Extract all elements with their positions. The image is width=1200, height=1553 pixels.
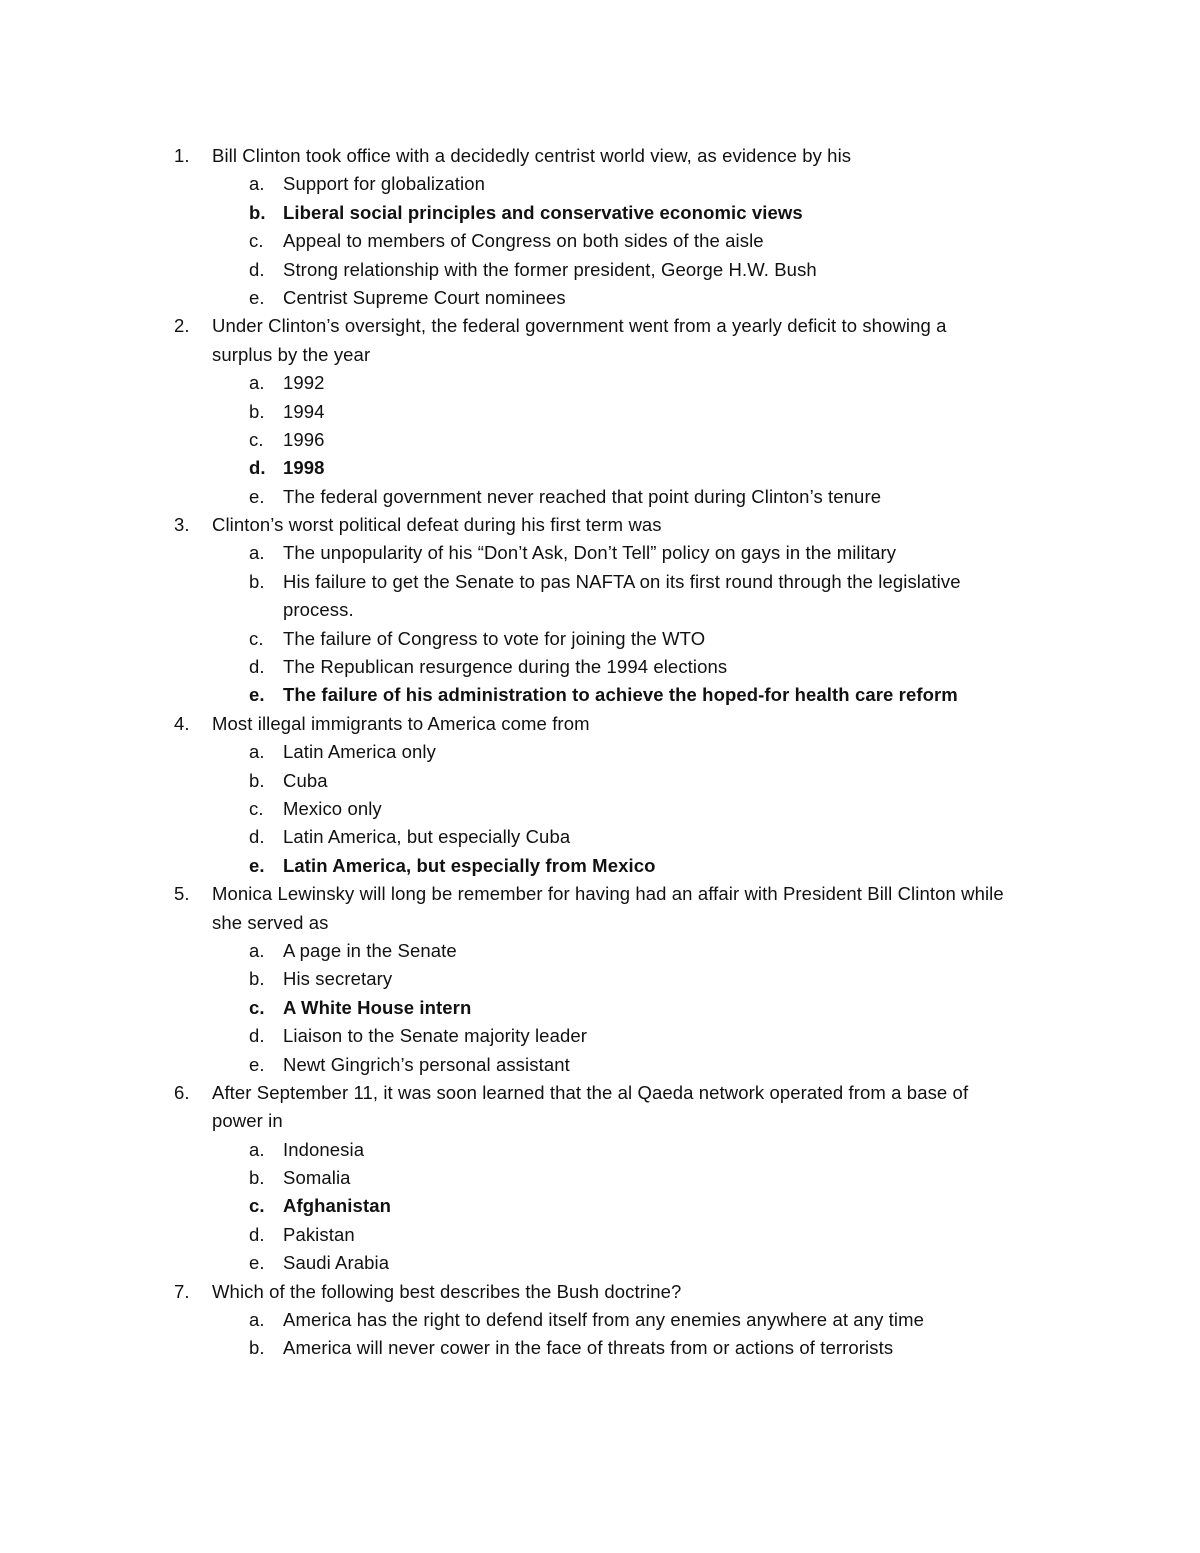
- option-text: Liberal social principles and conservative economic views: [283, 201, 803, 223]
- answer-option: [0, 426, 1200, 454]
- option-letter: a.: [249, 542, 265, 564]
- answer-option-correct: [0, 852, 1200, 880]
- question-number: 1.: [174, 145, 190, 166]
- option-letter: c.: [249, 428, 264, 450]
- option-letter: e.: [249, 854, 265, 876]
- answer-option: [0, 369, 1200, 397]
- question-text: Clinton’s worst political defeat during his first term was: [212, 514, 662, 536]
- question-line: [0, 1278, 1200, 1306]
- option-letter: a.: [249, 939, 265, 961]
- option-text: The unpopularity of his “Don’t Ask, Don’t Tell” policy on gays in the military: [283, 542, 897, 564]
- option-text: America has the right to defend itself from any enemies anywhere at any time: [283, 1309, 925, 1331]
- answer-option: [0, 483, 1200, 511]
- option-letter: a.: [249, 1138, 265, 1160]
- answer-option: [0, 1249, 1200, 1277]
- answer-option: [0, 1164, 1200, 1192]
- option-text: Latin America only: [283, 741, 436, 763]
- question-item: [0, 142, 1200, 312]
- option-text: His secretary: [283, 968, 393, 990]
- question-text: Under Clinton’s oversight, the federal government went from a yearly deficit to showing a: [212, 315, 947, 337]
- question-text: Most illegal immigrants to America come from: [212, 712, 590, 734]
- question-text: she served as: [212, 911, 329, 933]
- option-letter: d.: [249, 656, 265, 678]
- option-letter: e.: [249, 485, 265, 507]
- answer-option: [0, 568, 1200, 596]
- question-line: [0, 511, 1200, 539]
- option-text: Strong relationship with the former president, George H.W. Bush: [283, 258, 817, 280]
- option-letter: a.: [249, 372, 265, 394]
- answer-option: [0, 965, 1200, 993]
- question-text: Bill Clinton took office with a decidedly centrist world view, as evidence by his: [212, 145, 852, 166]
- answer-option: [0, 738, 1200, 766]
- answer-option: [0, 539, 1200, 567]
- option-letter: d.: [249, 258, 265, 280]
- question-text: After September 11, it was soon learned that the al Qaeda network operated from a base of: [212, 1081, 969, 1103]
- option-text: Latin America, but especially from Mexico: [283, 854, 656, 876]
- answer-option-correct: [0, 1192, 1200, 1220]
- answer-option: [0, 767, 1200, 795]
- option-text: Saudi Arabia: [283, 1252, 390, 1274]
- option-text: 1998: [283, 457, 325, 479]
- option-text: 1994: [283, 400, 325, 422]
- answer-option: [0, 1022, 1200, 1050]
- question-line: [0, 142, 1200, 170]
- answer-option: [0, 1051, 1200, 1079]
- option-letter: b.: [249, 769, 265, 791]
- option-letter: c.: [249, 797, 264, 819]
- option-letter: b.: [249, 570, 265, 592]
- option-text: The failure of Congress to vote for joining the WTO: [283, 627, 706, 649]
- option-letter: e.: [249, 1252, 265, 1274]
- option-text: Somalia: [283, 1167, 351, 1189]
- answer-option: [0, 170, 1200, 198]
- option-letter: b.: [249, 201, 266, 223]
- option-text: Appeal to members of Congress on both sides of the aisle: [283, 230, 764, 252]
- answer-option: [0, 653, 1200, 681]
- answer-option: [0, 937, 1200, 965]
- option-letter: c.: [249, 627, 264, 649]
- option-letter: c.: [249, 996, 265, 1018]
- question-item: [0, 880, 1200, 1079]
- option-text: 1992: [283, 372, 325, 394]
- option-letter: e.: [249, 286, 265, 308]
- question-text: Monica Lewinsky will long be remember for having had an affair with President Bill Clinton while: [212, 883, 1004, 905]
- option-letter: a.: [249, 1309, 265, 1331]
- question-item: [0, 312, 1200, 511]
- option-text: Mexico only: [283, 797, 382, 819]
- option-text: process.: [283, 599, 354, 621]
- question-text: Which of the following best describes the Bush doctrine?: [212, 1280, 682, 1302]
- question-text: power in: [212, 1110, 283, 1132]
- answer-option: [0, 1334, 1200, 1362]
- answer-option: [0, 256, 1200, 284]
- option-letter: b.: [249, 400, 265, 422]
- option-text: Latin America, but especially Cuba: [283, 826, 571, 848]
- option-text: Cuba: [283, 769, 328, 791]
- answer-option: [0, 1306, 1200, 1334]
- answer-option: [0, 596, 1200, 624]
- option-letter: c.: [249, 1195, 265, 1217]
- option-text: His failure to get the Senate to pas NAFTA on its first round through the legislative: [283, 570, 961, 592]
- option-letter: b.: [249, 1167, 265, 1189]
- option-letter: b.: [249, 968, 265, 990]
- option-letter: e.: [249, 1053, 265, 1075]
- option-text: 1996: [283, 428, 325, 450]
- option-letter: a.: [249, 173, 265, 195]
- answer-option-correct: [0, 454, 1200, 482]
- option-text: The Republican resurgence during the 1994 elections: [283, 656, 728, 678]
- answer-option: [0, 823, 1200, 851]
- question-line: [0, 1107, 1200, 1135]
- option-letter: d.: [249, 1223, 265, 1245]
- option-text: Newt Gingrich’s personal assistant: [283, 1053, 570, 1075]
- answer-option: [0, 1221, 1200, 1249]
- answer-option: [0, 284, 1200, 312]
- question-line: [0, 880, 1200, 908]
- option-letter: c.: [249, 230, 264, 252]
- question-item: [0, 1079, 1200, 1278]
- option-letter: b.: [249, 1337, 265, 1359]
- question-text: surplus by the year: [212, 343, 371, 365]
- answer-option-correct: [0, 994, 1200, 1022]
- question-line: [0, 909, 1200, 937]
- question-number: 6.: [174, 1081, 190, 1103]
- quiz-document: [0, 142, 1200, 1363]
- question-line: [0, 710, 1200, 738]
- option-letter: e.: [249, 684, 265, 706]
- question-number: 3.: [174, 514, 190, 536]
- question-line: [0, 341, 1200, 369]
- option-text: Support for globalization: [283, 173, 486, 195]
- question-line: [0, 312, 1200, 340]
- answer-option: [0, 1136, 1200, 1164]
- question-item: [0, 511, 1200, 710]
- answer-option-correct: [0, 681, 1200, 709]
- question-number: 7.: [174, 1280, 190, 1302]
- question-number: 5.: [174, 883, 190, 905]
- option-text: The failure of his administration to achieve the hoped-for health care reform: [283, 684, 958, 706]
- option-letter: a.: [249, 741, 265, 763]
- option-text: Liaison to the Senate majority leader: [283, 1025, 587, 1047]
- option-text: The federal government never reached that point during Clinton’s tenure: [283, 485, 882, 507]
- question-number: 4.: [174, 712, 190, 734]
- option-letter: d.: [249, 457, 266, 479]
- option-text: Indonesia: [283, 1138, 365, 1160]
- option-text: Centrist Supreme Court nominees: [283, 286, 566, 308]
- answer-option: [0, 625, 1200, 653]
- answer-option: [0, 795, 1200, 823]
- option-text: A page in the Senate: [283, 939, 457, 961]
- option-text: Pakistan: [283, 1223, 355, 1245]
- option-letter: d.: [249, 826, 265, 848]
- question-line: [0, 1079, 1200, 1107]
- question-item: [0, 710, 1200, 880]
- option-letter: d.: [249, 1025, 265, 1047]
- question-item: [0, 1278, 1200, 1363]
- question-number: 2.: [174, 315, 190, 337]
- answer-option-correct: [0, 199, 1200, 227]
- option-text: A White House intern: [283, 996, 472, 1018]
- answer-option: [0, 227, 1200, 255]
- option-text: Afghanistan: [283, 1195, 391, 1217]
- option-text: America will never cower in the face of threats from or actions of terrorists: [283, 1337, 894, 1359]
- answer-option: [0, 398, 1200, 426]
